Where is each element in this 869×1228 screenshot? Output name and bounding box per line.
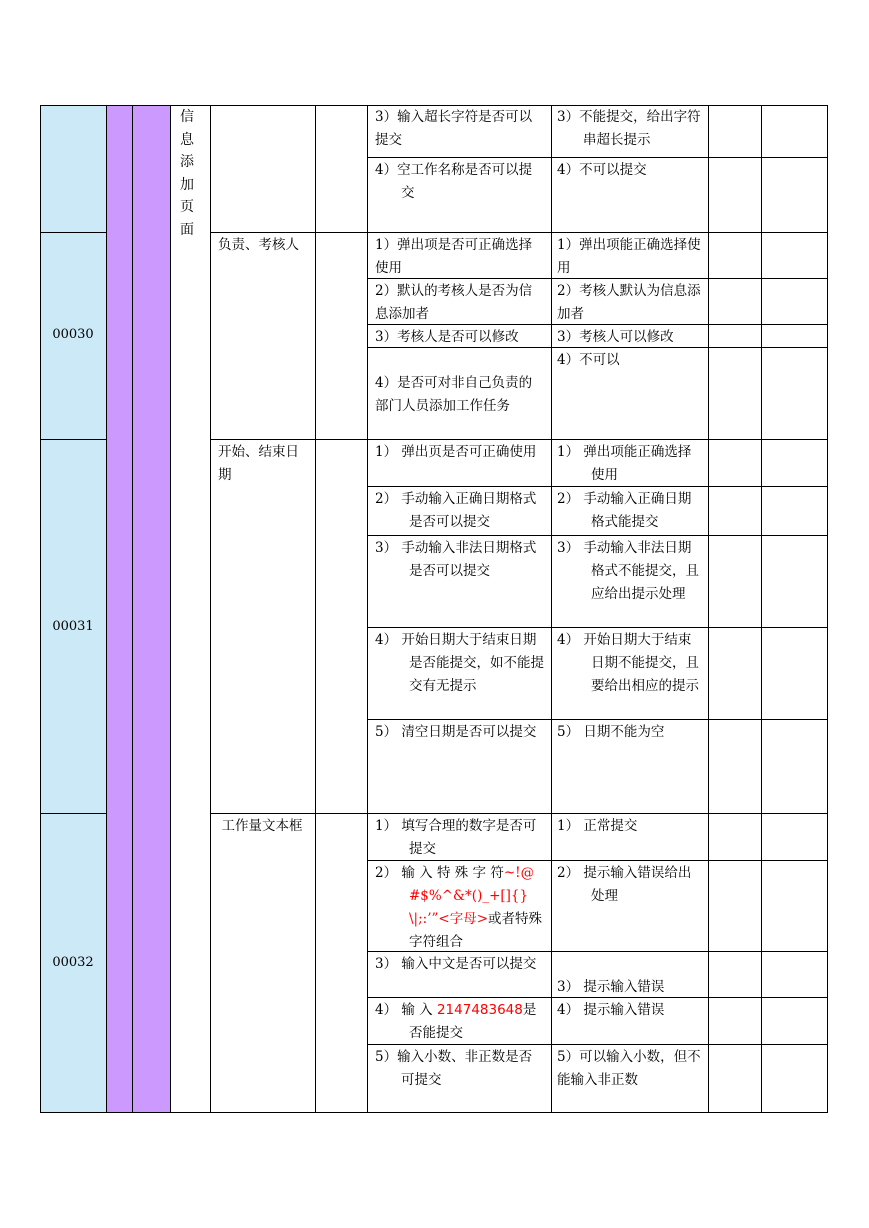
step-row-12	[367, 813, 551, 860]
step-row-7-text: 1） 弹出页是否可正确使用	[375, 444, 537, 460]
step-row-7	[367, 439, 551, 486]
expected-row-13	[551, 860, 708, 951]
step-row-14	[367, 951, 551, 997]
step-row-11-text: 5） 清空日期是否可以提交	[375, 724, 537, 740]
step-row-13-suffix: 或者特殊字符组合	[409, 911, 543, 950]
field-workload-box: 工作量文本框	[221, 818, 303, 834]
step-row-16-text: 5）输入小数、非正数是否可提交	[375, 1049, 533, 1088]
step-row-11	[367, 719, 551, 813]
purple-column-1	[106, 105, 132, 1113]
id-00031: 00031	[52, 619, 94, 634]
expected-row-8	[551, 486, 708, 535]
step-row-8-text: 2） 手动输入正确日期格式是否可以提交	[375, 491, 537, 530]
expected-row-1	[551, 104, 708, 157]
expected-row-5: 3）考核人可以修改	[557, 329, 674, 345]
step-row-2-text: 4）空工作名称是否可以提交	[375, 162, 533, 201]
step-row-3: 1）弹出项是否可正确选择使用	[375, 237, 533, 276]
expected-row-15-text: 4） 提示输入错误	[557, 1002, 665, 1018]
step-row-16	[367, 1044, 551, 1113]
step-row-1: 3）输入超长字符是否可以提交	[375, 109, 533, 148]
step-row-4: 2）默认的考核人是否为信息添加者	[375, 283, 533, 322]
step-row-15-suffix: 是否能提交	[409, 1002, 537, 1041]
field-owner-reviewer: 负责、考核人	[218, 237, 299, 253]
expected-row-11	[551, 719, 708, 813]
expected-row-11-text: 5） 日期不能为空	[557, 724, 665, 740]
step-row-13-prefix: 2） 输 入 特 殊 字 符	[375, 865, 504, 881]
expected-row-7-text: 1） 弹出项能正确选择使用	[557, 444, 692, 483]
step-row-6: 4）是否可对非自己负责的部门人员添加工作任务	[375, 375, 533, 414]
step-row-10-text: 4） 开始日期大于结束日期是否能提交，如不能提交有无提示	[375, 632, 544, 694]
expected-row-14	[551, 974, 708, 997]
step-row-14-text: 3） 输入中文是否可以提交	[375, 956, 537, 972]
expected-row-13-text: 2） 提示输入错误给出处理	[557, 865, 692, 904]
field-start-end-date: 开始、结束日期	[218, 444, 299, 483]
step-row-13-text	[375, 862, 545, 951]
step-row-15-prefix: 4） 输 入	[375, 1002, 437, 1018]
step-row-9	[367, 535, 551, 627]
page-section-title: 信息添加页面	[180, 109, 194, 238]
step-row-2	[367, 157, 551, 232]
expected-row-8-text: 2） 手动输入正确日期格式能提交	[557, 491, 692, 530]
expected-row-12	[551, 813, 708, 860]
expected-row-14-text: 3） 提示输入错误	[557, 979, 665, 995]
expected-row-3: 1）弹出项能正确选择使用	[557, 237, 701, 276]
purple-column-2	[132, 105, 170, 1113]
expected-row-1-text: 3）不能提交，给出字符串超长提示	[557, 109, 701, 148]
expected-row-10	[551, 627, 708, 719]
step-row-13	[367, 860, 551, 951]
expected-row-15	[551, 997, 708, 1044]
expected-row-12-text: 1） 正常提交	[557, 818, 638, 834]
step-row-15-text	[375, 999, 545, 1044]
step-row-5: 3）考核人是否可以修改	[375, 329, 519, 345]
expected-row-7	[551, 439, 708, 486]
id-00030: 00030	[52, 327, 94, 342]
expected-row-9	[551, 535, 708, 627]
large-number-text: 2147483648	[436, 1002, 523, 1018]
special-characters-text: ~!@#$%^&*()_+[]{}\|;:’”<字母>	[409, 865, 535, 927]
step-row-10	[367, 627, 551, 719]
step-row-8	[367, 486, 551, 535]
expected-row-16: 5）可以输入小数，但不能输入非正数	[557, 1049, 701, 1088]
expected-row-4: 2）考核人默认为信息添加者	[557, 283, 701, 322]
expected-row-10-text: 4） 开始日期大于结束日期不能提交，且要给出相应的提示	[557, 632, 699, 694]
step-row-15	[367, 997, 551, 1044]
step-row-12-text: 1） 填写合理的数字是否可提交	[375, 818, 537, 857]
expected-row-6: 4）不可以	[557, 352, 620, 368]
expected-row-9-text: 3） 手动输入非法日期格式不能提交，且应给出提示处理	[557, 540, 699, 602]
step-row-9-text: 3） 手动输入非法日期格式是否可以提交	[375, 540, 537, 579]
id-00032: 00032	[52, 955, 94, 970]
expected-row-2: 4）不可以提交	[557, 162, 647, 178]
